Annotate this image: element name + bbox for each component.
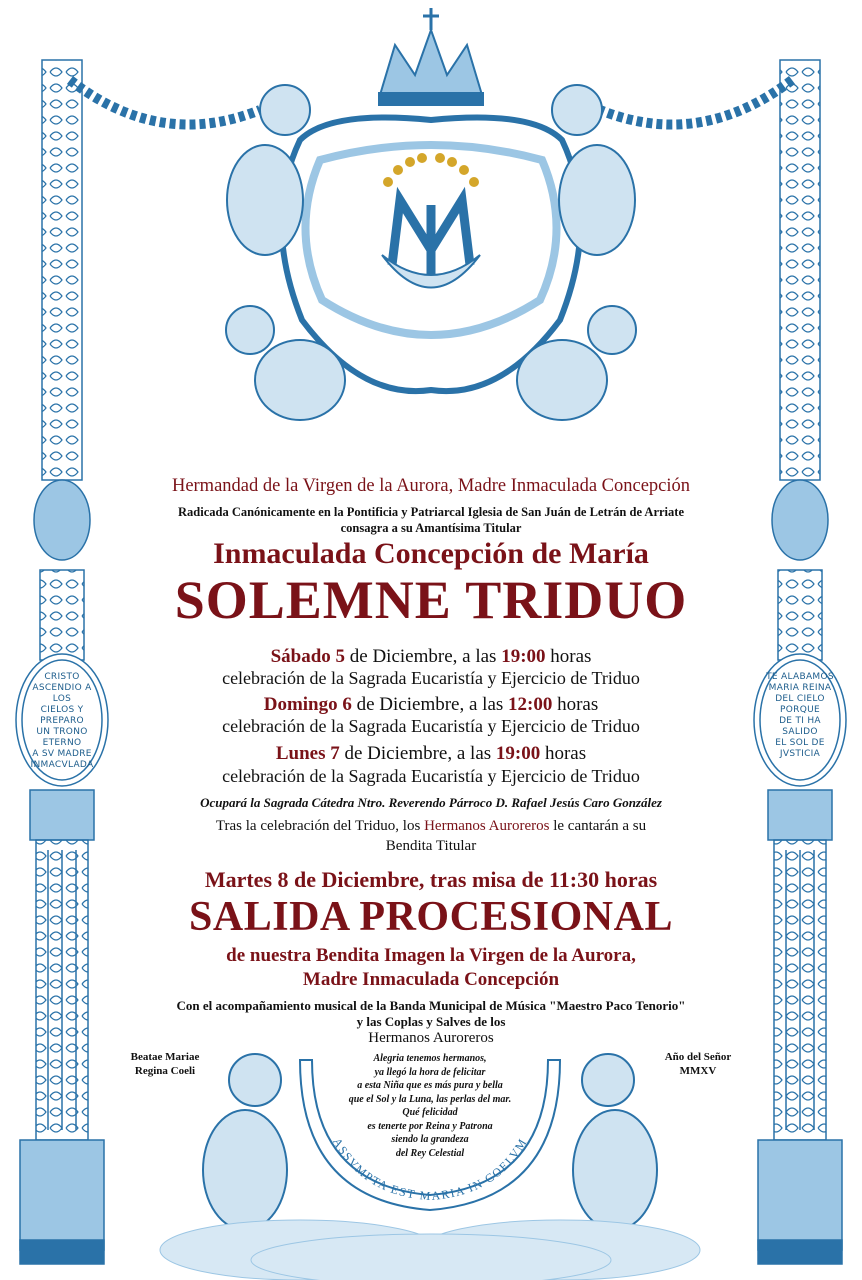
seat-line: Radicada Canónicamente en la Pontificia y Patriarcal Iglesia de San Juán de Letrán de Arriate [178, 505, 684, 519]
procession-title: SALIDA PROCESIONAL [189, 894, 673, 940]
schedule-desc: celebración de la Sagrada Eucaristía y Ejercicio de Triduo [222, 716, 640, 736]
schedule-day-line: Lunes 7 de Diciembre, a las 19:00 horas [275, 743, 587, 764]
after-triduo-line: Tras la celebración del Triduo, los Hermanos Auroreros le cantarán a su [215, 818, 647, 834]
procession-image-line1: de nuestra Bendita Imagen la Virgen de la Aurora, [226, 945, 636, 966]
right-garland [600, 80, 792, 125]
left-latin-note: Beatae Mariae Regina Coeli [130, 1051, 200, 1077]
schedule-desc: celebración de la Sagrada Eucaristía y Ejercicio de Triduo [222, 668, 640, 688]
music-line3: Hermanos Auroreros [368, 1030, 494, 1046]
banner-motto: ASSVMPTA EST MARIA IN COELVM [330, 1135, 531, 1204]
music-line2: y las Coplas y Salves de los [356, 1014, 506, 1029]
procession-date: Martes 8 de Diciembre, tras misa de 11:30 horas [204, 867, 658, 892]
schedule-desc: celebración de la Sagrada Eucaristía y Ejercicio de Triduo [222, 766, 640, 786]
music-line1: Con el acompañamiento musical de la Banda Municipal de Música "Maestro Paco Tenorio" [176, 998, 686, 1013]
right-year-note: Año del Señor MMXV [664, 1051, 732, 1077]
after-triduo-line2: Bendita Titular [385, 838, 477, 854]
right-column-inscription: TE ALABAMOS MARIA REINA DEL CIELO PORQUE DE TI HA SALIDO EL SOL DE JVSTICIA [766, 672, 834, 759]
titular-name: Inmaculada Concepción de María [213, 537, 649, 570]
left-column-inscription: CRISTO ASCENDIO A LOS CIELOS Y PREPARO UN TRONO ETERNO A SV MADRE INMACVLADA [30, 672, 94, 770]
preacher-line: Ocupará la Sagrada Cátedra Ntro. Reverendo Párroco D. Rafael Jesús Caro González [200, 795, 662, 810]
hymn-verse: Alegria tenemos hermanos, ya llegó la hora de felicitar a esta Niña que es más pura y bella que el Sol y la Luna, las perlas del mar. Qué felicidad es tenerte por Reina y Patrona siendo la grandeza del Rey Celestial [348, 1053, 512, 1159]
left-garland [70, 80, 260, 125]
consecrates-line: consagra a su Amantísima Titular [340, 521, 522, 535]
crown-icon [378, 8, 484, 106]
brotherhood-name: Hermandad de la Virgen de la Aurora, Madre Inmaculada Concepción [171, 476, 691, 496]
schedule-day-line: Domingo 6 de Diciembre, a las 12:00 horas [263, 694, 599, 715]
procession-image-line2: Madre Inmaculada Concepción [302, 969, 560, 990]
clouds-icon [160, 1220, 700, 1280]
event-title: SOLEMNE TRIDUO [174, 570, 688, 630]
schedule-day-line: Sábado 5 de Diciembre, a las 19:00 horas [270, 646, 592, 667]
